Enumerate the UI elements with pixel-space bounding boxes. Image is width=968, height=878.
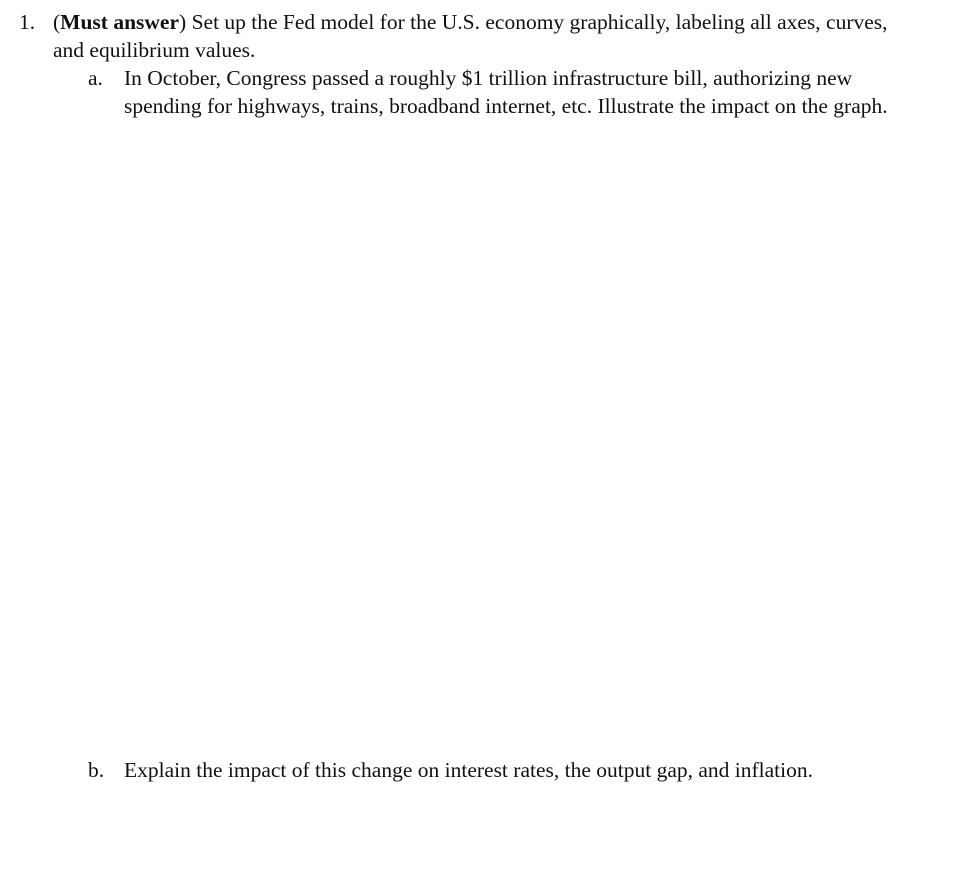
part-b [88, 756, 908, 784]
question-text [53, 8, 919, 64]
question-row [19, 8, 919, 64]
part-a [88, 64, 908, 120]
question-number: 1. [19, 10, 36, 34]
part-a-label: a. [88, 66, 103, 90]
question-1 [19, 8, 919, 64]
part-a-text: In October, Congress passed a roughly $1 trillion infrastructure bill, authorizing new spending for highways, trains, broadband internet, etc. Illustrate the impact on the graph. [124, 66, 888, 118]
answer-space [124, 150, 904, 740]
close-paren: ) [179, 10, 187, 34]
must-answer-label: Must answer [60, 10, 180, 34]
part-b-label: b. [88, 758, 105, 782]
open-paren: ( [53, 10, 61, 34]
question-prompt: Set up the Fed model for the U.S. economy graphically, labeling all axes, curves, and equilibrium values. [53, 10, 888, 62]
part-b-text: Explain the impact of this change on interest rates, the output gap, and inflation. [124, 758, 814, 782]
